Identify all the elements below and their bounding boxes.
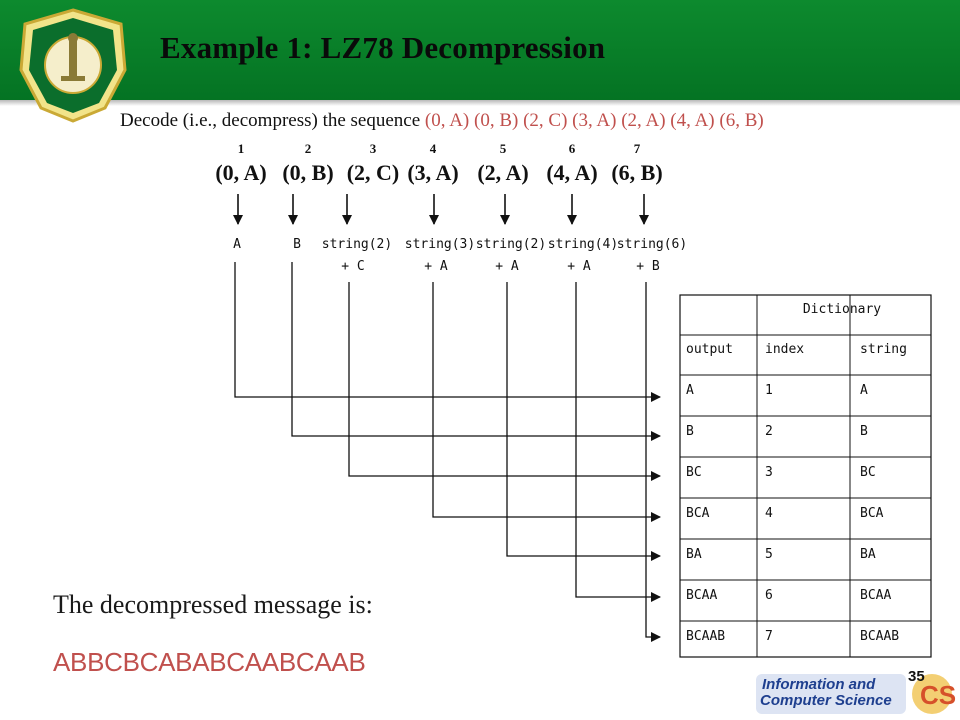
table-cell: BCAA bbox=[860, 588, 892, 603]
pair-code: (2, C) bbox=[346, 160, 400, 185]
pair-code: (6, B) bbox=[611, 160, 663, 185]
pair-index: 2 bbox=[304, 141, 312, 156]
result-label: The decompressed message is: bbox=[53, 590, 373, 619]
table-header: string bbox=[860, 342, 907, 357]
badge-line2: Computer Science bbox=[760, 692, 892, 709]
pair-output: B bbox=[293, 237, 301, 252]
pair-code: (0, A) bbox=[215, 160, 267, 185]
result-value: ABBCBCABABCAABCAAB bbox=[53, 647, 366, 677]
pair-code: (0, B) bbox=[282, 160, 334, 185]
pair-index: 1 bbox=[237, 141, 245, 156]
pair-output-suffix: + A bbox=[424, 259, 448, 274]
pair-code: (2, A) bbox=[477, 160, 529, 185]
pair-output: A bbox=[233, 237, 241, 252]
pair-index: 4 bbox=[429, 141, 437, 156]
pair-code: (4, A) bbox=[546, 160, 598, 185]
connector-arrow bbox=[646, 282, 660, 637]
pair-output: string(3) bbox=[404, 237, 476, 252]
table-cell: BCA bbox=[686, 506, 710, 521]
connector-arrow bbox=[349, 282, 660, 476]
pair-output: string(6) bbox=[616, 237, 688, 252]
table-cell: B bbox=[860, 424, 868, 439]
intro-label: Decode (i.e., decompress) the sequence bbox=[120, 110, 421, 131]
page-number: 35 bbox=[908, 668, 925, 685]
dictionary-title: Dictionary bbox=[802, 302, 882, 317]
badge-line1: Information and bbox=[762, 676, 876, 693]
pair-index: 3 bbox=[369, 141, 377, 156]
page-title: Example 1: LZ78 Decompression bbox=[160, 30, 606, 65]
table-cell: 6 bbox=[765, 588, 773, 603]
table-cell: A bbox=[860, 383, 868, 398]
connector-arrow bbox=[433, 282, 660, 517]
pair-output-suffix: + B bbox=[636, 259, 660, 274]
table-header: output bbox=[686, 342, 733, 357]
pair-index: 7 bbox=[633, 141, 641, 156]
table-cell: A bbox=[686, 383, 694, 398]
table-cell: BCAAB bbox=[686, 629, 726, 644]
table-cell: B bbox=[686, 424, 694, 439]
table-cell: 3 bbox=[765, 465, 773, 480]
pair-code: (3, A) bbox=[407, 160, 459, 185]
table-cell: 4 bbox=[765, 506, 773, 521]
pair-index: 6 bbox=[568, 141, 576, 156]
pairs-layer bbox=[215, 141, 687, 274]
table-cell: BC bbox=[860, 465, 876, 480]
pair-output: string(2) bbox=[321, 237, 393, 252]
table-cell: BCAA bbox=[686, 588, 718, 603]
table-cell: 5 bbox=[765, 547, 773, 562]
pair-output: string(4) bbox=[547, 237, 619, 252]
pair-output: string(2) bbox=[475, 237, 547, 252]
connector-arrow bbox=[292, 262, 660, 436]
table-cell: 1 bbox=[765, 383, 773, 398]
table-cell: BC bbox=[686, 465, 702, 480]
table-cell: 2 bbox=[765, 424, 773, 439]
table-cell: BA bbox=[686, 547, 702, 562]
pair-output-suffix: + A bbox=[495, 259, 519, 274]
table-cell: BCA bbox=[860, 506, 884, 521]
pair-index: 5 bbox=[499, 141, 507, 156]
intro-sequence: (0, A) (0, B) (2, C) (3, A) (2, A) (4, A) (6, B) bbox=[424, 110, 764, 131]
connector-arrow bbox=[235, 262, 660, 397]
table-header: index bbox=[765, 342, 805, 357]
table-cell: BA bbox=[860, 547, 876, 562]
pair-output-suffix: + A bbox=[567, 259, 591, 274]
table-cell: BCAAB bbox=[860, 629, 900, 644]
svg-text:CS: CS bbox=[920, 680, 957, 710]
pair-output-suffix: + C bbox=[341, 259, 365, 274]
connector-arrow bbox=[576, 282, 660, 597]
connector-arrow bbox=[507, 282, 660, 556]
dictionary-table bbox=[680, 295, 931, 657]
table-cell: 7 bbox=[765, 629, 773, 644]
